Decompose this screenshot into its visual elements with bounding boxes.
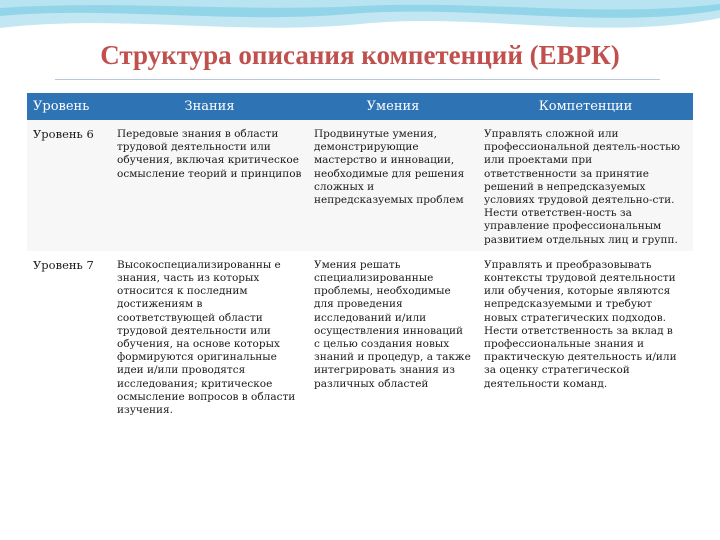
title-divider: [55, 79, 660, 80]
slide-title: Структура описания компетенций (ЕВРК): [100, 40, 620, 70]
header-knowledge: Знания: [111, 93, 308, 120]
row-skills: Умения решать специализированные проблемы, необходимые для проведения исследований и/или осуществления инноваций с целью создания новых знаний и процедур, а также интегрировать знания из различных областей: [308, 251, 478, 421]
table-row: [27, 120, 693, 251]
row-competences: Управлять сложной или профессиональной деятель-ностью или проектами при ответственности за принятие решений в непредсказуемых условиях трудовой деятельно-сти. Нести ответствен-ность за управление профессиональным развитием отдельных лиц и групп.: [478, 120, 693, 251]
row-knowledge: Высокоспециализированны е знания, часть из которых относится к последним достижениям в соответствующей области трудовой деятельности или обучения, на основе которых формируются оригинальные идеи и/или проводятся исследования; критическое осмысление вопросов в области изучения.: [111, 251, 308, 421]
header-competences: Компетенции: [478, 93, 693, 120]
row-level: Уровень 7: [27, 251, 111, 421]
row-knowledge: Передовые знания в области трудовой деятельности или обучения, включая критическое осмысление теорий и принципов: [111, 120, 308, 251]
table-header-row: [27, 93, 693, 120]
competence-table: [27, 93, 693, 421]
row-competences: Управлять и преобразовывать контексты трудовой деятельности или обучения, которые являются непредсказуемыми и требуют новых стратегических подходов. Нести ответственность за вклад в профессиональные знания и практическую деятельность и/или за оценку стратегической деятельности команд.: [478, 251, 693, 421]
table-row: [27, 251, 693, 421]
header-level: Уровень: [27, 93, 111, 120]
row-level: Уровень 6: [27, 120, 111, 251]
row-skills: Продвинутые умения, демонстрирующие мастерство и инновации, необходимые для решения сложных и непредсказуемых проблем: [308, 120, 478, 251]
header-skills: Умения: [308, 93, 478, 120]
